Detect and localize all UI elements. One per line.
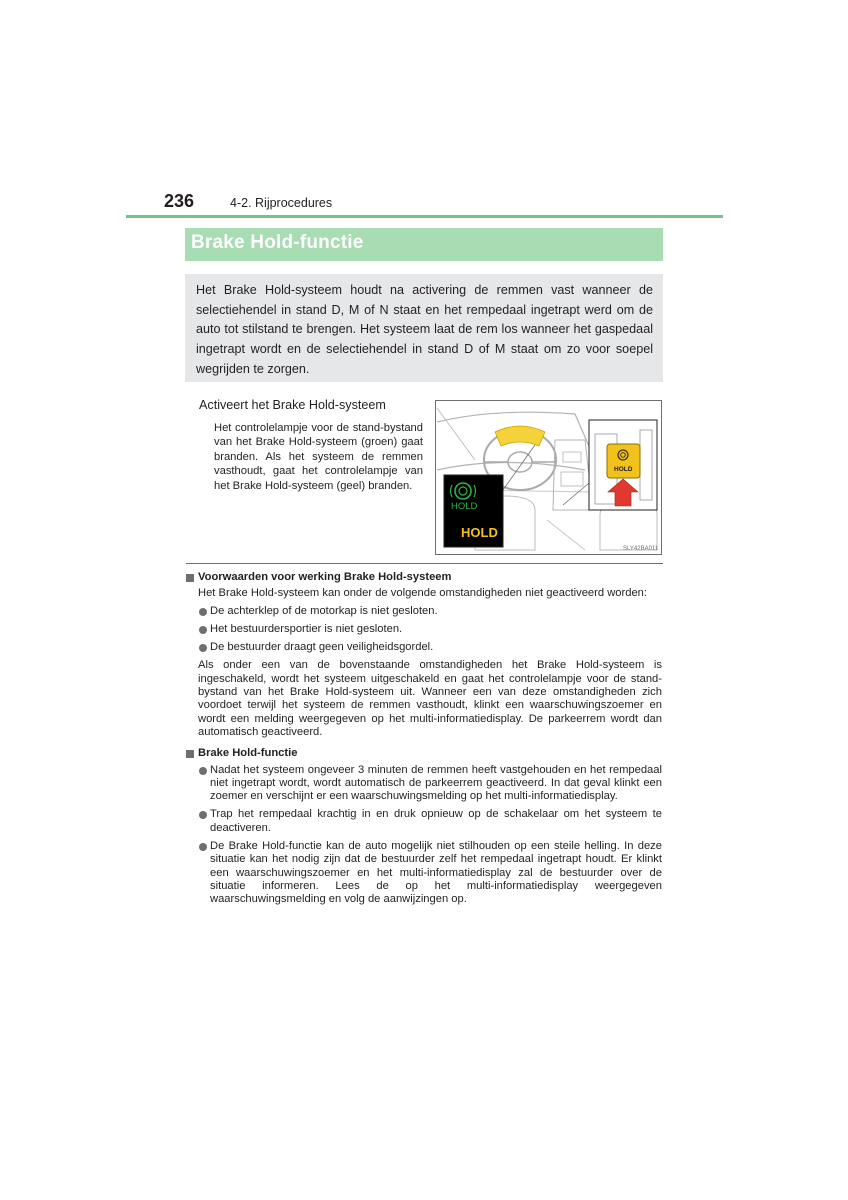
illustration-heading: Activeert het Brake Hold-systeem bbox=[199, 398, 386, 412]
dashboard-illustration bbox=[435, 400, 662, 555]
illustration-rule bbox=[186, 563, 663, 564]
page-title: Brake Hold-functie bbox=[191, 232, 364, 253]
section-label: 4-2. Rijprocedures bbox=[230, 196, 333, 210]
green-hold-label: HOLD bbox=[451, 501, 478, 512]
body-block bbox=[186, 571, 662, 912]
list-item: Het bestuurdersportier is niet gesloten. bbox=[198, 623, 662, 636]
list-item: De Brake Hold-functie kan de auto mogelijk niet stilhouden op een steile helling. In deze situatie kan het nodig zijn dat de bestuurder zelf het rempedaal ingetrapt houdt. Er klinkt een waarschuwingszoemer en het multi-informatiedisplay zal de bestuurder over de situatie informeren. Lees de op het multi-informatiedisplay weergegeven waarschuwingsmelding en volg de aanwijzingen op. bbox=[198, 840, 662, 906]
list-item: Nadat het systeem ongeveer 3 minuten de remmen heeft vastgehouden en het rempedaal niet ingetrapt wordt, wordt automatisch de parkeerrem geactiveerd. In dat geval klinkt een zoemer en verschijnt er een waarschuwingsmelding op het multi-informatiedisplay. bbox=[198, 764, 662, 804]
page-number: 236 bbox=[164, 191, 195, 211]
header-rule bbox=[126, 215, 723, 218]
section-heading: Brake Hold-functie bbox=[186, 747, 662, 760]
switch-hold-label: HOLD bbox=[614, 466, 633, 473]
section-outro: Als onder een van de bovenstaande omstandigheden het Brake Hold-systeem is ingeschakeld, wordt het systeem uitgeschakeld en gaat het controlelampje voor de stand-bystand van het Brake Hold-systeem uit. Wanneer een van deze omstandigheden zich voordoet terwijl het systeem de remmen vasthoudt, klinkt een waarschuwingszoemer en wordt een melding weergegeven op het multi-informatiedisplay. De parkeerrem wordt dan automatisch geactiveerd. bbox=[198, 659, 662, 738]
section-heading: Voorwaarden voor werking Brake Hold-systeem bbox=[186, 571, 662, 584]
figure-code: SLY42BA011 bbox=[623, 546, 659, 552]
title-bar bbox=[185, 228, 663, 261]
section-intro: Het Brake Hold-systeem kan onder de volgende omstandigheden niet geactiveerd worden: bbox=[198, 587, 648, 600]
intro-box: Het Brake Hold-systeem houdt na activering de remmen vast wanneer de selectiehendel in stand D, M of N staat en het rempedaal ingetrapt werd om de auto tot stilstand te brengen. Het systeem laat de rem los wanneer het gaspedaal ingetrapt wordt en de selectiehendel in stand D of M staat om zo voor soepel wegrijden te zorgen. bbox=[185, 274, 663, 382]
list-item: Trap het rempedaal krachtig in en druk opnieuw op de schakelaar om het systeem te deactiveren. bbox=[198, 808, 662, 835]
list-item: De bestuurder draagt geen veiligheidsgordel. bbox=[198, 641, 662, 654]
list-item: De achterklep of de motorkap is niet gesloten. bbox=[198, 605, 662, 618]
illustration-description: Het controlelampje voor de stand-bystand van het Brake Hold-systeem (groen) gaat branden. Als het systeem de remmen vasthoudt, gaat het controlelampje van het Brake Hold-systeem (geel) branden. bbox=[214, 422, 423, 492]
yellow-hold-label: HOLD bbox=[461, 525, 498, 540]
